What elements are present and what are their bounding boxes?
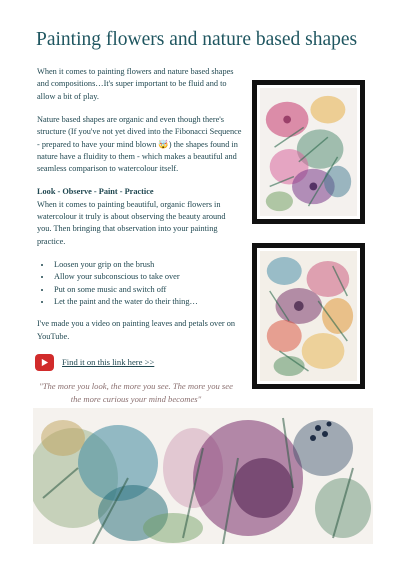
list-item: • Allow your subconscious to take over [52, 271, 242, 283]
youtube-icon[interactable] [35, 354, 54, 371]
youtube-link[interactable]: Find it on this link here >> [62, 357, 155, 367]
list-item: • Let the paint and the water do their thing… [52, 296, 242, 308]
quote: "The more you look, the more you see. The more you see the more curious your mind becomes" [39, 381, 233, 404]
nature-shapes-paragraph: Nature based shapes are organic and even though there's structure (If you've not yet dived into the Fibonacci Sequence - prepared to have your mind blown 🤯) the shapes found in nature have a fluidity to them - which makes a beautiful and seamless comparison to watercolour itself. [37, 114, 242, 174]
watercolour-flowers-image [260, 251, 357, 381]
watercolour-banner-image [33, 408, 373, 544]
observe-paragraph: When it comes to painting beautiful, organic flowers in watercolour it truly is about observing the beauty around you. Then bringing that observation into your painting practice. [37, 199, 226, 246]
watercolour-flowers-image [260, 88, 357, 216]
intro-paragraph: When it comes to painting flowers and nature based shapes and compositions…It's super important to be fluid and to allow a bit of play. [37, 67, 234, 101]
page-title: Painting flowers and nature based shapes [36, 29, 358, 50]
framed-painting-bottom [252, 243, 365, 389]
tips-list [37, 259, 242, 309]
section-heading: Look - Observe - Paint - Practice [37, 187, 154, 197]
list-item: • Put on some music and switch off [52, 284, 242, 296]
video-paragraph: I've made you a video on painting leaves and petals over on YouTube. [37, 319, 236, 341]
list-item: • Loosen your grip on the brush [52, 259, 242, 271]
video-link-row[interactable] [35, 352, 154, 372]
framed-painting-top [252, 80, 365, 224]
body-text-column [37, 66, 242, 354]
